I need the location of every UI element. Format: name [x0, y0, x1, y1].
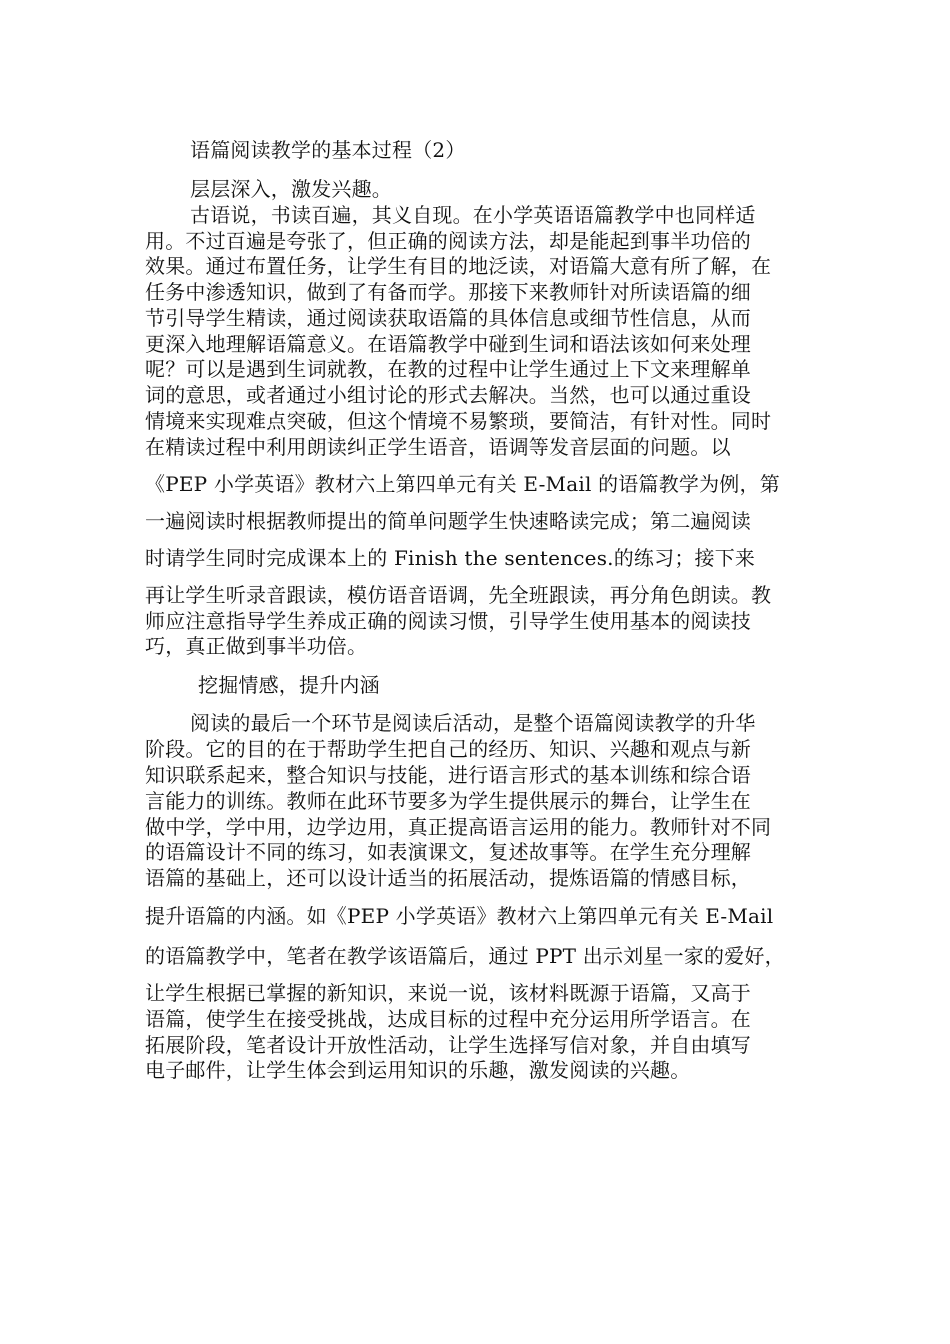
section2-line: 拓展阶段，笔者设计开放性活动，让学生选择写信对象，并自由填写	[145, 1033, 751, 1057]
section1-line: 用。不过百遍是夸张了，但正确的阅读方法，却是能起到事半功倍的	[145, 229, 751, 253]
page-title: 语篇阅读教学的基本过程（2）	[190, 138, 466, 162]
section1-line: 节引导学生精读，通过阅读获取语篇的具体信息或细节性信息，从而	[145, 306, 751, 330]
section1-line: 在精读过程中利用朗读纠正学生语音，语调等发音层面的问题。以	[145, 435, 731, 459]
section2-line: 的语篇设计不同的练习，如表演课文，复述故事等。在学生充分理解	[145, 840, 751, 864]
section1-heading: 层层深入，激发兴趣。	[190, 177, 392, 201]
section1-line: 《PEP 小学英语》教材六上第四单元有关 E-Mail 的语篇教学为例，第	[145, 472, 780, 496]
section1-line: 词的意思，或者通过小组讨论的形式去解决。当然，也可以通过重设	[145, 383, 751, 407]
section1-line: 任务中渗透知识，做到了有备而学。那接下来教师针对所读语篇的细	[145, 280, 751, 304]
section1-line: 情境来实现难点突破，但这个情境不易繁琐，要简洁，有针对性。同时	[145, 409, 772, 433]
section2-line: 阶段。它的目的在于帮助学生把自己的经历、知识、兴趣和观点与新	[145, 737, 751, 761]
section2-line: 语篇，使学生在接受挑战，达成目标的过程中充分运用所学语言。在	[145, 1007, 751, 1031]
section2-heading: 挖掘情感，提升内涵	[198, 673, 380, 697]
section1-line: 一遍阅读时根据教师提出的简单问题学生快速略读完成；第二遍阅读	[145, 509, 751, 533]
section1-line: 时请学生同时完成课本上的 Finish the sentences.的练习；接下来	[145, 546, 756, 570]
section2-line: 做中学，学中用，边学边用，真正提高语言运用的能力。教师针对不同	[145, 815, 772, 839]
section1-line: 再让学生听录音跟读，模仿语音语调，先全班跟读，再分角色朗读。教	[145, 583, 772, 607]
section2-line: 言能力的训练。教师在此环节要多为学生提供展示的舞台，让学生在	[145, 789, 751, 813]
section2-line: 电子邮件，让学生体会到运用知识的乐趣，激发阅读的兴趣。	[145, 1058, 691, 1082]
section1-line: 师应注意指导学生养成正确的阅读习惯，引导学生使用基本的阅读技	[145, 609, 751, 633]
section1-line: 巧，真正做到事半功倍。	[145, 634, 368, 658]
section2-line: 提升语篇的内涵。如《PEP 小学英语》教材六上第四单元有关 E-Mail	[145, 904, 774, 928]
section2-line: 的语篇教学中，笔者在教学该语篇后，通过 PPT 出示刘星一家的爱好，	[145, 944, 785, 968]
section1-line: 呢？可以是遇到生词就教，在教的过程中让学生通过上下文来理解单	[145, 357, 751, 381]
section2-line: 阅读的最后一个环节是阅读后活动，是整个语篇阅读教学的升华	[190, 711, 756, 735]
section2-line: 让学生根据已掌握的新知识，来说一说，该材料既源于语篇，又高于	[145, 981, 751, 1005]
section1-line: 更深入地理解语篇意义。在语篇教学中碰到生词和语法该如何来处理	[145, 332, 751, 356]
section1-line: 效果。通过布置任务，让学生有目的地泛读，对语篇大意有所了解，在	[145, 254, 772, 278]
section2-line: 语篇的基础上，还可以设计适当的拓展活动，提炼语篇的情感目标，	[145, 866, 751, 890]
section1-line: 古语说，书读百遍，其义自现。在小学英语语篇教学中也同样适	[190, 203, 756, 227]
section2-line: 知识联系起来，整合知识与技能，进行语言形式的基本训练和综合语	[145, 763, 751, 787]
